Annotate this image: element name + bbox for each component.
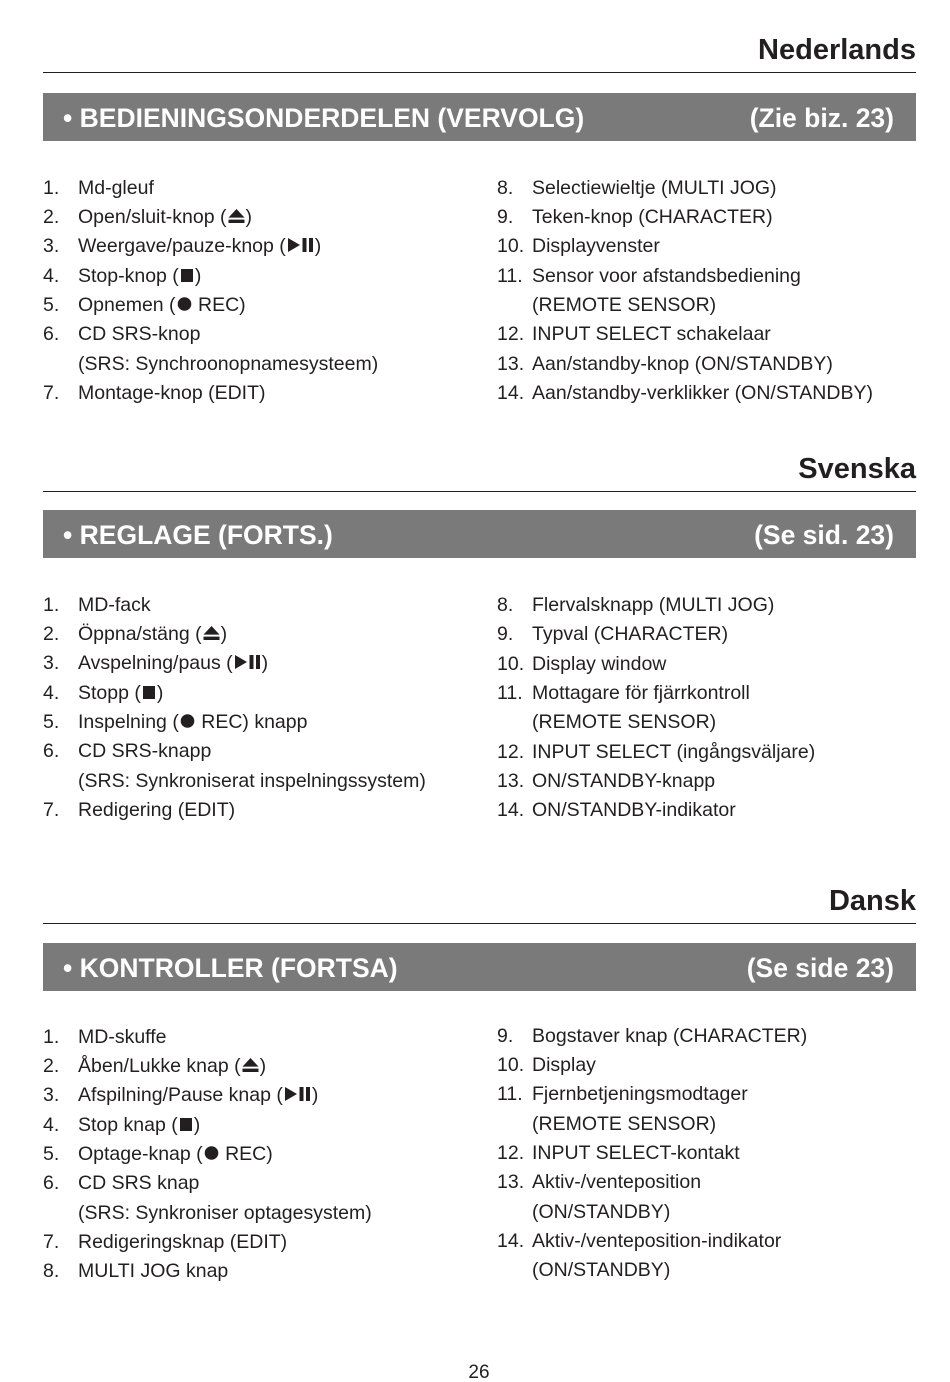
list-item-continuation [43, 767, 483, 796]
list-item [43, 1111, 483, 1140]
item-label [78, 1114, 200, 1136]
section-title: • BEDIENINGSONDERDELEN (VERVOLG) [63, 103, 585, 133]
list-item [497, 1139, 916, 1168]
item-label-text: Stop-knop ( [78, 264, 179, 287]
item-label: Redigeringsknap (EDIT) [78, 1230, 288, 1253]
list-item [497, 174, 916, 203]
eject-icon [203, 626, 220, 640]
item-number: 13. [497, 1171, 525, 1194]
item-label: Flervalsknapp (MULTI JOG) [532, 594, 775, 616]
item-label: Sensor voor afstandsbediening [532, 264, 801, 287]
item-label [78, 1143, 273, 1165]
item-label-suffix: ) [193, 1113, 201, 1136]
list-item [497, 203, 916, 232]
item-number: 3. [43, 1084, 60, 1107]
item-label-suffix: ) [245, 205, 252, 228]
list-item [497, 1227, 916, 1256]
item-label: INPUT SELECT schakelaar [532, 323, 771, 346]
item-number: 4. [43, 1113, 60, 1136]
item-label: Selectiewieltje (MULTI JOG) [532, 176, 777, 199]
item-number: 1. [43, 593, 60, 616]
item-label: Mottagare för fjärrkontroll [532, 682, 750, 705]
list-item [43, 679, 483, 708]
eject-icon [242, 1058, 259, 1072]
item-number: 8. [43, 1260, 60, 1283]
record-icon [177, 297, 192, 311]
item-label: Aktiv-/venteposition [532, 1171, 702, 1194]
item-label [78, 652, 268, 674]
list-item [43, 1052, 483, 1081]
list-item-continuation [497, 1198, 916, 1227]
item-number: 2. [43, 622, 60, 645]
item-number: 3. [43, 652, 60, 675]
item-number: 12. [497, 323, 525, 346]
item-number: 1. [43, 1025, 60, 1048]
list-item [43, 320, 483, 349]
item-label-text: Weergave/pauze-knop ( [78, 235, 286, 258]
item-label: CD SRS-knop [78, 323, 201, 346]
item-number: 3. [43, 235, 60, 258]
item-label: Aktiv-/venteposition-indikator [532, 1229, 782, 1252]
stop-icon [180, 268, 194, 282]
item-label: Displayvenster [532, 235, 660, 258]
item-number: 5. [43, 710, 60, 733]
list-item [497, 232, 916, 261]
item-number: 2. [43, 1054, 60, 1077]
list-item [43, 1023, 483, 1052]
item-number: 5. [43, 1142, 60, 1165]
page-number: 26 [468, 1363, 490, 1382]
item-label: ON/STANDBY-knapp [532, 770, 716, 793]
item-label-continuation: (SRS: Synkroniser optagesystem) [78, 1201, 372, 1224]
item-label-text: Öppna/stäng ( [78, 622, 202, 645]
list-item [43, 1257, 483, 1286]
item-label: Redigering (EDIT) [78, 798, 236, 821]
section-bar [43, 943, 916, 991]
item-number: 13. [497, 770, 525, 793]
item-label-text: Inspelning ( [78, 710, 179, 733]
item-label-text: Optage-knap ( [78, 1142, 203, 1165]
item-label-suffix: ) [259, 1054, 267, 1077]
list-item [43, 232, 483, 261]
parts-list-left [43, 591, 483, 826]
parts-list-left [43, 1023, 483, 1287]
item-number: 7. [43, 1230, 60, 1253]
item-label: CD SRS knap [78, 1172, 200, 1195]
list-item [497, 679, 916, 708]
item-label: INPUT SELECT-kontakt [532, 1141, 740, 1164]
play-pause-icon [284, 1087, 311, 1101]
section-title: • KONTROLLER (FORTSA) [63, 953, 398, 983]
list-item [497, 738, 916, 767]
item-label: Montage-knop (EDIT) [78, 381, 266, 404]
item-number: 14. [497, 1229, 525, 1252]
item-number: 12. [497, 740, 525, 763]
list-item [497, 620, 916, 649]
list-item [497, 320, 916, 349]
item-label [78, 1055, 266, 1077]
item-label-text: Stop knap ( [78, 1113, 178, 1136]
section-svenska [0, 449, 950, 827]
item-label-continuation: (ON/STANDBY) [532, 1200, 671, 1223]
list-item [497, 591, 916, 620]
item-number: 6. [43, 1172, 60, 1195]
language-heading: Nederlands [758, 34, 916, 66]
list-item [43, 1228, 483, 1257]
item-label [78, 235, 321, 257]
list-item [497, 350, 916, 379]
item-number: 9. [497, 1024, 514, 1047]
heading-rule [43, 72, 916, 73]
section-bar [43, 93, 916, 141]
list-item-continuation [497, 1110, 916, 1139]
item-label [78, 623, 227, 645]
heading-rule [43, 491, 916, 492]
list-item [497, 379, 916, 408]
item-label [78, 682, 163, 704]
item-label-suffix: ) [314, 235, 322, 258]
item-label-suffix: ) [220, 622, 228, 645]
item-label-text: Opnemen ( [78, 293, 176, 316]
item-number: 4. [43, 264, 60, 287]
item-number: 10. [497, 652, 525, 675]
list-item-continuation [43, 1199, 483, 1228]
item-number: 11. [497, 1083, 523, 1106]
item-label-suffix: REC) [219, 1142, 273, 1165]
item-label: ON/STANDBY-indikator [532, 799, 736, 822]
item-label-suffix: ) [156, 681, 164, 704]
list-item [43, 203, 483, 232]
list-item [43, 1081, 483, 1110]
list-item [497, 767, 916, 796]
item-number: 4. [43, 681, 60, 704]
list-item [497, 796, 916, 825]
list-item [43, 1169, 483, 1198]
item-label-text: Åben/Lukke knap ( [78, 1054, 241, 1077]
item-label [78, 1084, 318, 1106]
language-heading: Svenska [798, 453, 916, 485]
item-number: 9. [497, 623, 514, 646]
record-icon [204, 1146, 219, 1160]
list-item-continuation [497, 1256, 916, 1285]
item-label: Display window [532, 652, 667, 675]
item-number: 11. [497, 264, 523, 287]
item-label: Bogstaver knap (CHARACTER) [532, 1024, 808, 1047]
item-label: CD SRS-knapp [78, 740, 212, 763]
list-item-continuation [497, 708, 916, 737]
item-number: 9. [497, 205, 514, 228]
list-item [43, 262, 483, 291]
item-label-text: Open/sluit-knop ( [78, 205, 227, 228]
item-number: 12. [497, 1141, 525, 1164]
item-label: INPUT SELECT (ingångsväljare) [532, 740, 816, 763]
list-item [43, 379, 483, 408]
item-label: Aan/standby-knop (ON/STANDBY) [532, 352, 833, 375]
parts-list-right [497, 591, 916, 826]
item-number: 1. [43, 176, 60, 199]
language-heading: Dansk [828, 885, 916, 917]
item-number: 10. [497, 1053, 525, 1076]
eject-icon [228, 209, 245, 223]
item-label [78, 294, 246, 316]
item-number: 2. [43, 205, 60, 228]
item-label-suffix: ) [261, 652, 269, 675]
section-dansk [0, 881, 950, 1287]
item-label: MD-fack [78, 593, 151, 616]
section-nederlands [0, 30, 950, 410]
item-label: Typval (CHARACTER) [532, 623, 729, 646]
item-label-continuation: (SRS: Synchroonopnamesysteem) [78, 352, 379, 375]
item-label: Md-gleuf [78, 176, 154, 199]
item-number: 13. [497, 352, 525, 375]
stop-icon [179, 1117, 193, 1131]
item-label-continuation: (ON/STANDBY) [532, 1259, 671, 1282]
item-label [78, 206, 252, 228]
item-label-suffix: REC) [192, 293, 246, 316]
record-icon [180, 714, 195, 728]
item-label-suffix: ) [194, 264, 202, 287]
stop-icon [142, 685, 156, 699]
item-label-text: Avspelning/paus ( [78, 652, 233, 675]
list-item [43, 174, 483, 203]
section-bar [43, 510, 916, 558]
item-label: Aan/standby-verklikker (ON/STANDBY) [532, 381, 873, 404]
list-item [43, 1140, 483, 1169]
list-item [497, 1051, 916, 1080]
list-item-continuation [497, 291, 916, 320]
list-item [43, 291, 483, 320]
item-label: MULTI JOG knap [78, 1260, 229, 1283]
item-label-text: Stopp ( [78, 681, 141, 704]
list-item [43, 737, 483, 766]
item-number: 7. [43, 381, 60, 404]
item-number: 8. [497, 176, 514, 199]
section-title: • REGLAGE (FORTS.) [63, 520, 333, 550]
item-number: 14. [497, 799, 525, 822]
item-label: Fjernbetjeningsmodtager [532, 1083, 748, 1106]
list-item [497, 1080, 916, 1109]
item-label: Display [532, 1053, 596, 1076]
item-number: 6. [43, 323, 60, 346]
item-number: 6. [43, 740, 60, 763]
item-label-suffix: ) [311, 1084, 319, 1107]
item-number: 14. [497, 381, 525, 404]
item-label-continuation: (SRS: Synkroniserat inspelningssystem) [78, 769, 426, 792]
item-number: 8. [497, 594, 514, 616]
play-pause-icon [287, 238, 314, 252]
item-label [78, 265, 201, 287]
item-label-continuation: (REMOTE SENSOR) [532, 711, 717, 734]
play-pause-icon [234, 655, 261, 669]
list-item [43, 620, 483, 649]
list-item [497, 262, 916, 291]
item-label [78, 711, 307, 733]
item-label: Teken-knop (CHARACTER) [532, 205, 773, 228]
page-reference: (Se sid. 23) [754, 520, 894, 550]
list-item [497, 1168, 916, 1197]
parts-list-right [497, 1022, 916, 1286]
list-item [497, 1022, 916, 1051]
page-reference: (Se side 23) [746, 953, 894, 983]
item-label: MD-skuffe [78, 1025, 167, 1048]
list-item [43, 796, 483, 825]
list-item [43, 591, 483, 620]
item-number: 7. [43, 798, 60, 821]
parts-list-left [43, 174, 483, 409]
heading-rule [43, 923, 916, 924]
list-item [497, 650, 916, 679]
item-number: 10. [497, 235, 525, 258]
item-number: 5. [43, 293, 60, 316]
item-label-suffix: REC) knapp [195, 710, 308, 733]
list-item [43, 649, 483, 678]
item-number: 11. [497, 682, 523, 705]
parts-list-right [497, 174, 916, 409]
item-label-text: Afspilning/Pause knap ( [78, 1084, 283, 1107]
page-reference: (Zie biz. 23) [749, 103, 894, 133]
list-item [43, 708, 483, 737]
item-label-continuation: (REMOTE SENSOR) [532, 293, 717, 316]
list-item-continuation [43, 350, 483, 379]
item-label-continuation: (REMOTE SENSOR) [532, 1112, 717, 1135]
